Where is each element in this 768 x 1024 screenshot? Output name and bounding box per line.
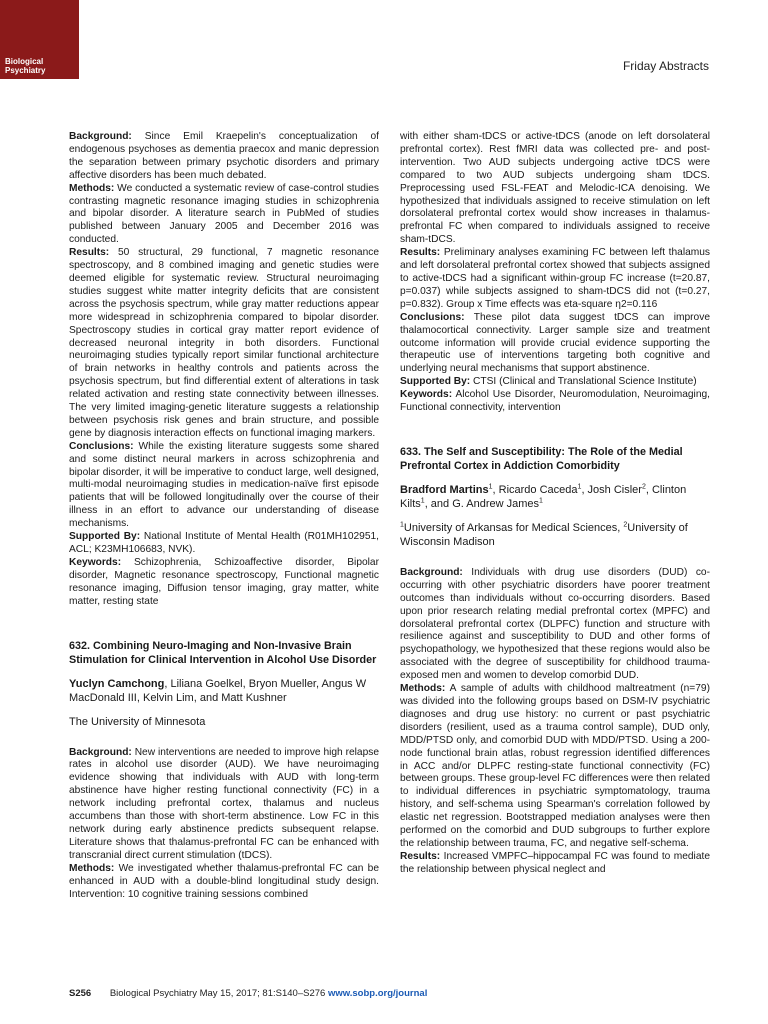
abstract-633-results: Results: Increased VMPFC–hippocampal FC was found to mediate the relationship between physical neglect and	[400, 850, 710, 875]
citation: Biological Psychiatry May 15, 2017; 81:S140–S276	[109, 988, 326, 999]
abstract-632-authors: Yuclyn Camchong, Liliana Goelkel, Bryon Mueller, Angus W MacDonald III, Kelvin Lim, and Matt Kushner	[69, 677, 367, 704]
abstract-633-title: 633. The Self and Susceptibility: The Role of the Medial Prefrontal Cortex in Addiction Comorbidity	[400, 445, 683, 472]
journal-url-link[interactable]: www.sobp.org/journal	[327, 988, 428, 999]
prev-supported: Supported By: National Institute of Mental Health (R01MH102951, ACL; K23MH106683, NVK).	[69, 531, 379, 555]
abstract-632-affiliation: The University of Minnesota	[69, 715, 206, 728]
abstract-632-methods: Methods: We investigated whether thalamus-prefrontal FC can be enhanced in AUD with a double-blind longitudinal study design. Intervention: 10 cognitive training sessions combined	[69, 862, 379, 900]
journal-logo	[0, 0, 79, 79]
prev-methods: Methods: We conducted a systematic review of case-control studies contrasting magnetic resonance imaging studies in schizophrenia and bipolar disorder. A literature search in PubMed of studies published between January 2005 and December 2016 was conducted.	[69, 182, 379, 246]
abstract-633-background: Background: Individuals with drug use disorders (DUD) co-occurring with other psychiatric disorders have poorer treatment outcomes than individuals without co-occurring disorders. Based upon prior research relating medial prefrontal cortex (MPFC) and dorsolateral prefrontal cortex (DLPFC) function and structure with resilience against and susceptibility to DUD and other forms of psychopathology, we hypothesized that these regions would also be associated with the degree of susceptibility for childhood trauma-exposed men and women to develop comorbid DUD.	[400, 566, 710, 682]
abstract-632-background: Background: New interventions are needed to improve high relapse rates in alcohol use disorder (AUD). We have neuroimaging evidence showing that individuals with AUD with long-term abstinence have higher resting functional connectivity (FC) in a network including prefrontal cortex, thalamus and nucleus accumbens than those with short-term abstinence. Low FC in this network during early abstinence predicts subsequent relapse. Literature shows that thalamus-prefrontal FC can be enhanced with transcranial direct current stimulation (tDCS).	[69, 746, 379, 861]
section-header: Friday Abstracts	[622, 59, 709, 73]
prev-background: Background: Since Emil Kraepelin's conceptualization of endogenous psychoses as dementia praecox and manic depression the separation between primary psychotic disorders and primary affective disorders has been much debated.	[69, 131, 379, 181]
abstract-633-affiliation: $^1$University of Arkansas for Medical Sciences, $^2$University of Wisconsin Madison	[400, 521, 688, 548]
prev-results: Results: 50 structural, 29 functional, 7 magnetic resonance spectroscopy, and 8 combined imaging and genetic studies were deemed eligible for systematic review. Structural neuroimaging studies suggest white matter integrity deficits that are consistent across the psychosis spectrum, while gray matter reductions appear more widespread in schizophrenia compared to bipolar disorder. Spectroscopy studies in cortical gray matter report evidence of decreased neuronal integrity in both disorders. Functional neuroimaging studies typically report similar functional architecture of brain networks in healthy controls and patients across the psychosis spectrum, but find differential extent of alterations in task related activation and resting state connectivity between illnesses. The very limited imaging-genetic literature suggests a relationship between psychosis risk genes and brain structure, and possible gene by diagnosis interaction effects on functional imaging markers.	[69, 247, 379, 439]
prev-conclusions: Conclusions: While the existing literature suggests some shared and some distinct neural markers in across schizophrenia and bipolar disorder, it will be imperative to conduct large, well designed, multi-modal neuroimaging studies in medication-naïve first episode patients that will be followed longitudinally over the course of their illness in an effort to advance our understanding of disease mechanisms.	[69, 440, 379, 530]
abstract-632-results: Results: Preliminary analyses examining FC between left thalamus and left dorsolateral prefrontal cortex showed that subjects assigned to active-tDCS had a significant within-group FC increase (t=20.87, p=0.037) while subjects assigned to sham-tDCS did not (t=0.27, p=0.832). Group x Time effects was eta-square η2=0.116	[400, 247, 710, 310]
logo-line-1: Biological	[5, 57, 44, 66]
abstract-632-title: 632. Combining Neuro-Imaging and Non-Invasive Brain Stimulation for Clinical Intervention in Alcohol Use Disorder	[69, 639, 377, 666]
abstract-632-conclusions: Conclusions: These pilot data suggest tDCS can improve thalamocortical connectivity. Larger sample size and treatment outcome information will provide crucial evidence supporting the therapeutic use of interventions targeting both cognitive and underlying neural mechanisms that support abstinence.	[400, 311, 710, 375]
left-column	[69, 131, 379, 901]
abstract-632-methods-cont: with either sham-tDCS or active-tDCS (anode on left dorsolateral prefrontal cortex). Rest fMRI data was collected pre- and post-intervention. Two AUD subjects undergoing active tDCS were compared to two AUD subjects undergoing sham tDCS. Preprocessing used FSL-FEAT and Melodic-ICA denoising. We hypothesized that individuals assigned to receive stimulation on left dorsolateral prefrontal cortex would show increases in thalamus-prefrontal FC when compared to individuals assigned to receive sham-tDCS.	[400, 131, 710, 246]
abstract-633-authors: Bradford Martins$^1$, Ricardo Caceda$^1$, Josh Cisler$^2$, Clinton Kilts$^1$, and G. Andrew James$^1$	[400, 483, 687, 510]
abstract-633-methods: Methods: A sample of adults with childhood maltreatment (n=79) was divided into the following groups based on DSM-IV psychiatric diagnoses and drug use history: no current or past psychiatric disorders (resilient, used as a trauma control sample), DUD only, MDD/PTSD only, and comorbid DUD with MDD/PTSD. Using a 200-node functional brain atlas, robust regression identified differences in ACC and/or DLPFC resting-state functional connectivity (FC) between groups. These group-level FC differences were then related to individual differences in psychiatric symptomatology, trauma history, and self-schema using Spearman's correlation followed by elastic net regression. Bootstrapped mediation analyses were then performed on the comorbid and DUD subgroups to further explore the relationship between trauma, FC, and negative self-schema.	[400, 683, 710, 849]
abstract-632-supported: Supported By: CTSI (Clinical and Translational Science Institute)	[400, 376, 697, 388]
abstract-632-keywords: Keywords: Alcohol Use Disorder, Neuromodulation, Neuroimaging, Functional connectivity, intervention	[400, 389, 710, 414]
right-column	[400, 131, 710, 877]
prev-keywords: Keywords: Schizophrenia, Schizoaffective disorder, Bipolar disorder, Magnetic resonance spectroscopy, Functional magnetic resonance imaging, Diffusion tensor imaging, gray matter, white matter, resting state	[69, 556, 379, 607]
page-number: S256	[69, 988, 92, 999]
page-footer	[69, 988, 427, 999]
logo-line-2: Psychiatry	[5, 66, 46, 75]
